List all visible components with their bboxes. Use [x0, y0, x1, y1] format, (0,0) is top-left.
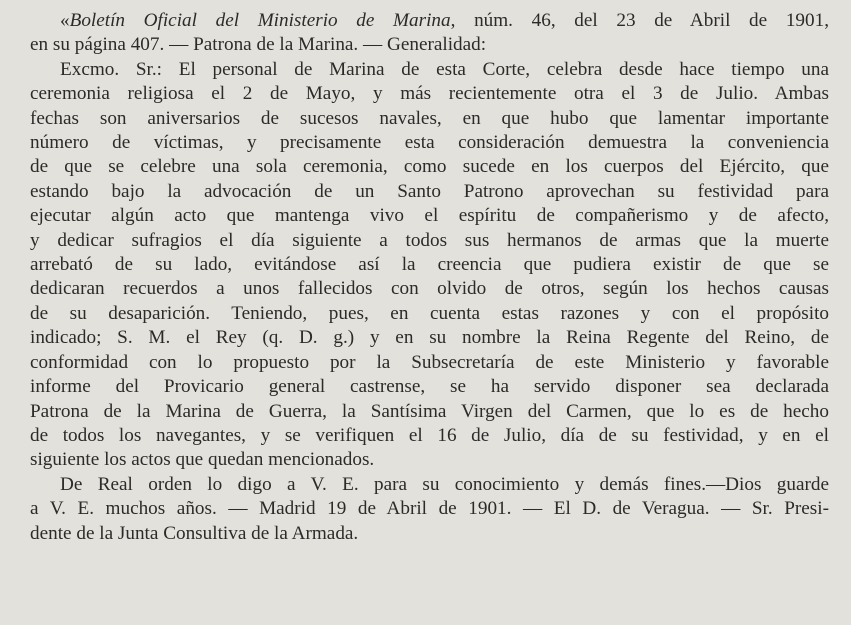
source-publication-title: Boletín Oficial del Ministerio de Marina — [69, 10, 451, 31]
closing-paragraph — [30, 473, 829, 546]
closing-line: dente de la Junta Consultiva de la Armada. — [30, 522, 359, 544]
body-line: informe del Provicario general castrense, se ha servido disponer sea declarada — [30, 376, 829, 398]
body-line: número de víctimas, y precisamente esta consideración demuestra la conveniencia — [30, 132, 829, 154]
body-line: indicado; S. M. el Rey (q. D. g.) y en su nombre la Reina Regente del Reino, de — [30, 327, 829, 349]
header-line-2: en su página 407. — Patrona de la Marina. — Generalidad: — [30, 34, 487, 56]
opening-quote-mark: « — [60, 10, 70, 31]
header-line-1 — [30, 9, 829, 33]
body-line: de su desaparición. Teniendo, pues, en cuenta estas razones y con el propósito — [30, 302, 829, 324]
body-line: de que se celebre una sola ceremonia, como sucede en los cuerpos del Ejército, que — [30, 156, 829, 178]
body-line: siguiente los actos que quedan mencionados. — [30, 449, 375, 471]
body-line: Patrona de la Marina de Guerra, la Santísima Virgen del Carmen, que lo es de hecho — [30, 400, 829, 422]
body-paragraph — [30, 58, 829, 473]
closing-line: a V. E. muchos años. — Madrid 19 de Abril de 1901. — El D. de Veragua. — Sr. Presi- — [30, 498, 829, 520]
closing-line: De Real orden lo digo a V. E. para su conocimiento y demás fines.—Dios guarde — [60, 473, 829, 495]
body-line: y dedicar sufragios el día siguiente a todos sus hermanos de armas que la muerte — [30, 229, 829, 251]
header-paragraph — [30, 9, 829, 58]
body-line: fechas son aniversarios de sucesos navales, en que hubo que lamentar importante — [30, 107, 829, 129]
body-line: Excmo. Sr.: El personal de Marina de esta Corte, celebra desde hace tiempo una — [60, 58, 829, 80]
body-line: arrebató de su lado, evitándose así la creencia que pudiera existir de que se — [30, 254, 829, 276]
body-line: conformidad con lo propuesto por la Subsecretaría de este Ministerio y favorable — [30, 351, 829, 373]
body-line: ejecutar algún acto que mantenga vivo el espíritu de compañerismo y de afecto, — [30, 205, 829, 227]
body-line: estando bajo la advocación de un Santo Patrono aprovechan su festividad para — [30, 180, 829, 202]
body-line: dedicaran recuerdos a unos fallecidos con olvido de otros, según los hechos causas — [30, 278, 829, 300]
source-citation: , núm. 46, del 23 de Abril de 1901, — [450, 10, 829, 31]
body-line: de todos los navegantes, y se verifiquen el 16 de Julio, día de su festividad, y en el — [30, 424, 829, 446]
body-line: ceremonia religiosa el 2 de Mayo, y más recientemente otra el 3 de Julio. Ambas — [30, 83, 829, 105]
